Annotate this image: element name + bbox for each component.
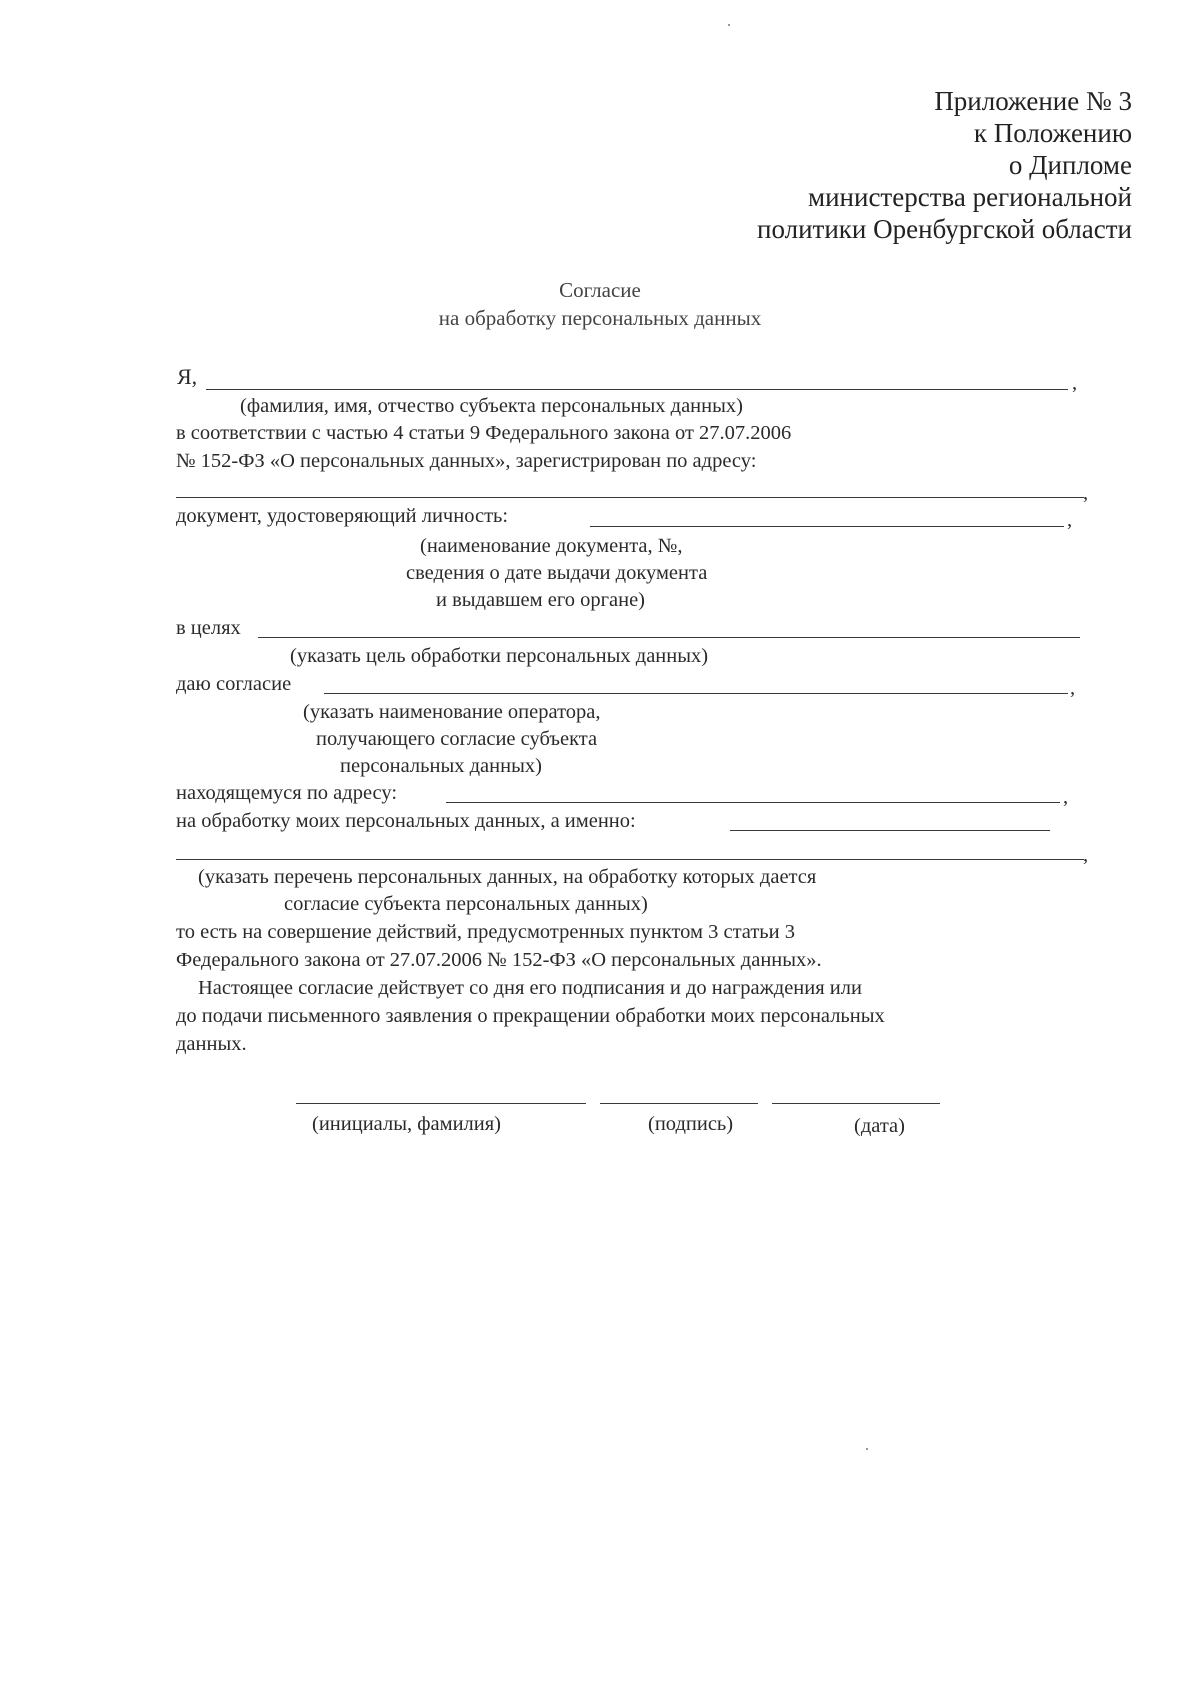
- scan-speck: [866, 1448, 868, 1450]
- law-line-1: в соответствии с частью 4 статьи 9 Федерального закона от 27.07.2006: [176, 422, 792, 444]
- fio-blank: [206, 389, 1068, 390]
- actions-line-2: Федерального закона от 27.07.2006 № 152-ФЗ «О персональных данных».: [176, 949, 822, 971]
- address-blank: [176, 497, 1084, 498]
- data-comma: ,: [1083, 844, 1089, 866]
- validity-line-1: Настоящее согласие действует со дня его подписания и до награждения или: [198, 977, 862, 999]
- header-region-policy: политики Оренбургской области: [757, 214, 1132, 244]
- operator-address-comma: ,: [1063, 786, 1069, 808]
- date-blank: [772, 1103, 940, 1104]
- data-blank-1: [730, 830, 1050, 831]
- purpose-label: в целях: [176, 617, 241, 639]
- name-hint: (инициалы, фамилия): [312, 1113, 501, 1135]
- header-appendix-number: Приложение № 3: [934, 86, 1132, 116]
- data-hint-2: согласие субъекта персональных данных): [284, 893, 648, 915]
- operator-hint-2: получающего согласие субъекта: [316, 728, 598, 750]
- data-blank-2: [176, 859, 1084, 860]
- i-label: Я,: [177, 364, 198, 389]
- operator-address-label: находящемуся по адресу:: [176, 782, 398, 804]
- data-hint-1: (указать перечень персональных данных, на обработку которых дается: [198, 866, 817, 888]
- scan-speck: [728, 24, 730, 26]
- purpose-blank: [258, 637, 1080, 638]
- sign-blank: [600, 1103, 758, 1104]
- purpose-hint: (указать цель обработки персональных данных): [290, 645, 709, 667]
- data-label: на обработку моих персональных данных, а именно:: [176, 810, 636, 832]
- document-blank: [590, 526, 1064, 527]
- document-hint-3: и выдавшем его органе): [436, 589, 646, 611]
- actions-line-1: то есть на совершение действий, предусмотренных пунктом 3 статьи 3: [176, 921, 795, 943]
- operator-hint-1: (указать наименование оператора,: [303, 701, 601, 723]
- header-to-regulation: к Положению: [973, 118, 1132, 148]
- law-line-2: № 152-ФЗ «О персональных данных», зарегистрирован по адресу:: [176, 450, 757, 472]
- title-subtitle: на обработку персональных данных: [438, 306, 762, 330]
- document-hint-1: (наименование документа, №,: [420, 535, 683, 557]
- fio-comma: ,: [1072, 372, 1078, 394]
- document-label: документ, удостоверяющий личность:: [176, 505, 509, 527]
- name-signature-blank: [296, 1103, 586, 1104]
- header-ministry: министерства региональной: [808, 182, 1132, 212]
- title-consent: Согласие: [559, 278, 641, 302]
- date-hint: (дата): [854, 1115, 905, 1137]
- operator-blank: [324, 693, 1068, 694]
- validity-line-3: данных.: [176, 1033, 247, 1055]
- sign-hint: (подпись): [648, 1113, 734, 1135]
- operator-hint-3: персональных данных): [340, 755, 542, 777]
- operator-address-blank: [446, 802, 1060, 803]
- document-comma: ,: [1067, 509, 1073, 531]
- operator-comma: ,: [1070, 677, 1076, 699]
- consent-label: даю согласие: [176, 673, 292, 695]
- address-comma: ,: [1083, 482, 1089, 504]
- document-hint-2: сведения о дате выдачи документа: [406, 562, 708, 584]
- validity-line-2: до подачи письменного заявления о прекращении обработки моих персональных: [176, 1005, 885, 1027]
- fio-hint: (фамилия, имя, отчество субъекта персональных данных): [240, 395, 743, 417]
- header-about-diploma: о Дипломе: [1008, 150, 1132, 180]
